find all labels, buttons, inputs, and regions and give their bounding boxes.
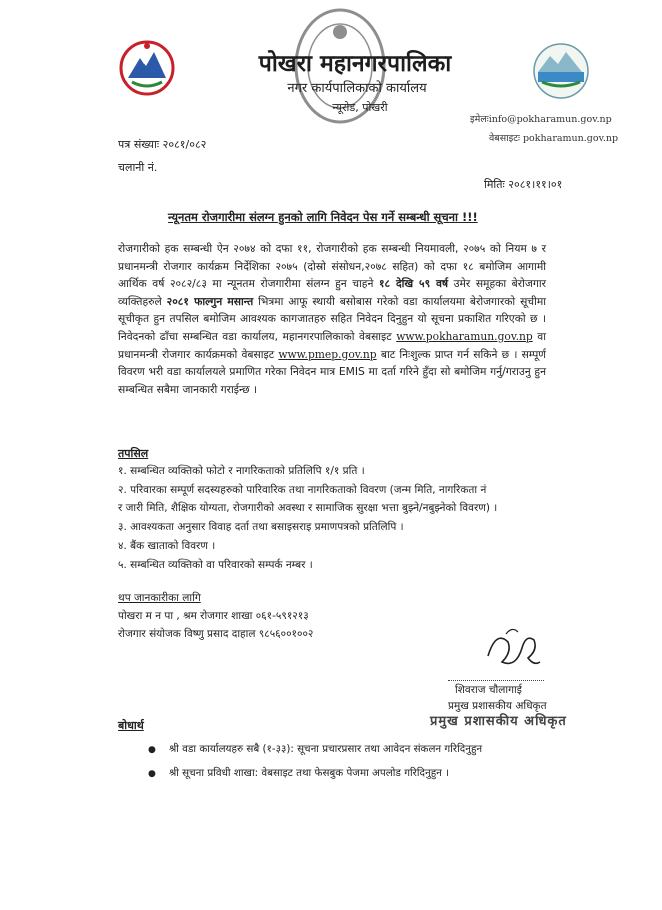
municipality-website-link[interactable]: www.pokharamun.gov.np bbox=[396, 329, 533, 343]
office-name: पोखरा महानगरपालिका bbox=[258, 51, 452, 77]
info-heading: थप जानकारीका लागि bbox=[118, 592, 201, 604]
notice-body bbox=[118, 240, 546, 398]
body-deadline: २०८१ फाल्गुन मसान्त bbox=[166, 294, 254, 308]
body-text-5: बाट निःशुल्क प्राप्त गर्न सकिने छ । सम्पूर्ण विवरण भरी वडा कार्यालयले प्रमाणित गरेका निवेदन मात्र EMIS मा दर्ता गरिने हुँदा सो बमोजिम गर्नु/गराउनु हुन सम्बन्धित सबैमा जानकारी गराईन्छ । bbox=[118, 347, 547, 396]
cc-item-1-text: श्री वडा कार्यालयहरु सबै (१-३३): सूचना प्रचारप्रसार तथा आवेदन संकलन गरिदिनुहुन bbox=[168, 743, 483, 755]
cc-heading: बोधार्थ bbox=[118, 719, 144, 732]
title-seal-stamp: प्रमुख प्रशासकीय अधिकृत bbox=[430, 714, 567, 729]
email-contact: इमेलःinfo@pokharamun.gov.np bbox=[470, 114, 612, 125]
details-item-4: ४. बैंक खाताको विवरण । bbox=[118, 540, 216, 552]
cc-item-2-text: श्री सूचना प्रविधी शाखा: वेबसाइट तथा फेसबुक पेजमा अपलोड गरिदिनुहुन । bbox=[168, 767, 450, 779]
body-text-4: वा प्रधानमन्त्री रोजगार कार्यक्रमको वेबसाइट bbox=[118, 329, 546, 361]
signatory-title: प्रमुख प्रशासकीय अधिकृत bbox=[448, 700, 547, 712]
bullet-icon: ● bbox=[148, 745, 156, 755]
body-text-3: भित्रमा आफू स्थायी बसोबास गरेको वडा कार्यालयमा बेरोजगारको सूचीमा सूचीकृत हुन तपसिल बमोजिम आवश्यक कागजातहरु सहित निवेदन दिनुहुन यो सूचना प्रकाशित गरिएको छ । निवेदनको ढाँचा सम्बन्धित वडा कार्यालय, महानगरपालिकाको वेबसाइट bbox=[118, 294, 547, 343]
handwritten-signature bbox=[482, 622, 544, 676]
pmep-website-link[interactable]: www.pmep.gov.np bbox=[278, 347, 377, 361]
notice-title: न्यूनतम रोजगारीमा संलग्न हुनको लागि निवेदन पेस गर्ने सम्बन्धी सूचना !!! bbox=[168, 210, 478, 224]
cc-item-1 bbox=[148, 742, 482, 756]
details-item-1: १. सम्बन्धित व्यक्तिको फोटो र नागरिकताको प्रतिलिपि १/१ प्रति । bbox=[118, 465, 365, 477]
body-text-2: उमेर समूहका बेरोजगार व्यक्तिहरुले bbox=[118, 277, 546, 308]
info-line-2: रोजगार संयोजक विष्णु प्रसाद दाहाल ९८५६००१००२ bbox=[118, 628, 314, 640]
body-age-range: १८ देखि ५९ वर्ष bbox=[378, 277, 449, 291]
details-heading: तपसिल bbox=[118, 447, 149, 460]
pokhara-city-logo bbox=[530, 42, 592, 100]
bullet-icon: ● bbox=[148, 769, 156, 779]
reference-number: पत्र संख्याः २०८१/०८२ bbox=[118, 138, 207, 151]
dispatch-number: चलानी नं. bbox=[118, 161, 158, 174]
info-line-1: पोखरा म न पा , श्रम रोजगार शाखा ०६१-५९१२१३ bbox=[118, 610, 309, 622]
office-address: न्यूरोड, पोखरी bbox=[332, 101, 388, 114]
letter-date: मितिः २०८१।११।०१ bbox=[484, 178, 563, 191]
body-text-1: रोजगारीको हक सम्बन्धी ऐन २०७४ को दफा ११, रोजगारीको हक सम्बन्धी नियमावली, २०७५ को नियम ७ र प्रधानमन्त्री रोजगार कार्यक्रम निर्देशिका २०७५ (दोस्रो संसोधन,२०७८ सहित) को दफा १८ बमोजिम आगामी आर्थिक वर्ष २०८२/८३ मा न्यूनतम रोजगारीमा संलग्न हुन चाहने bbox=[118, 242, 546, 291]
signature-line bbox=[448, 680, 544, 681]
nepal-emblem-logo bbox=[118, 38, 176, 98]
office-subtitle: नगर कार्यपालिकाको कार्यालय bbox=[287, 81, 427, 96]
details-item-5: ५. सम्बन्धित व्यक्तिको वा परिवारको सम्पर्क नम्बर । bbox=[118, 559, 313, 571]
details-item-3: ३. आवश्यकता अनुसार विवाह दर्ता तथा बसाइसराइ प्रमाणपत्रको प्रतिलिपि । bbox=[118, 521, 404, 533]
cc-item-2 bbox=[148, 766, 449, 780]
signatory-name: शिवराज चौलागाई bbox=[455, 684, 522, 696]
website-contact: वेबसाइटः pokharamun.gov.np bbox=[489, 133, 619, 144]
details-item-2: २. परिवारका सम्पूर्ण सदस्यहरुको पारिवारिक तथा नागरिकताको विवरण (जन्म मिति, नागरिकता नं bbox=[118, 484, 487, 496]
details-item-2-cont: र जारी मिति, शैक्षिक योग्यता, रोजगारीको अवस्था र सामाजिक सुरक्षा भत्ता बुझ्ने/नबुझ्नेको विवरण) । bbox=[118, 502, 498, 514]
